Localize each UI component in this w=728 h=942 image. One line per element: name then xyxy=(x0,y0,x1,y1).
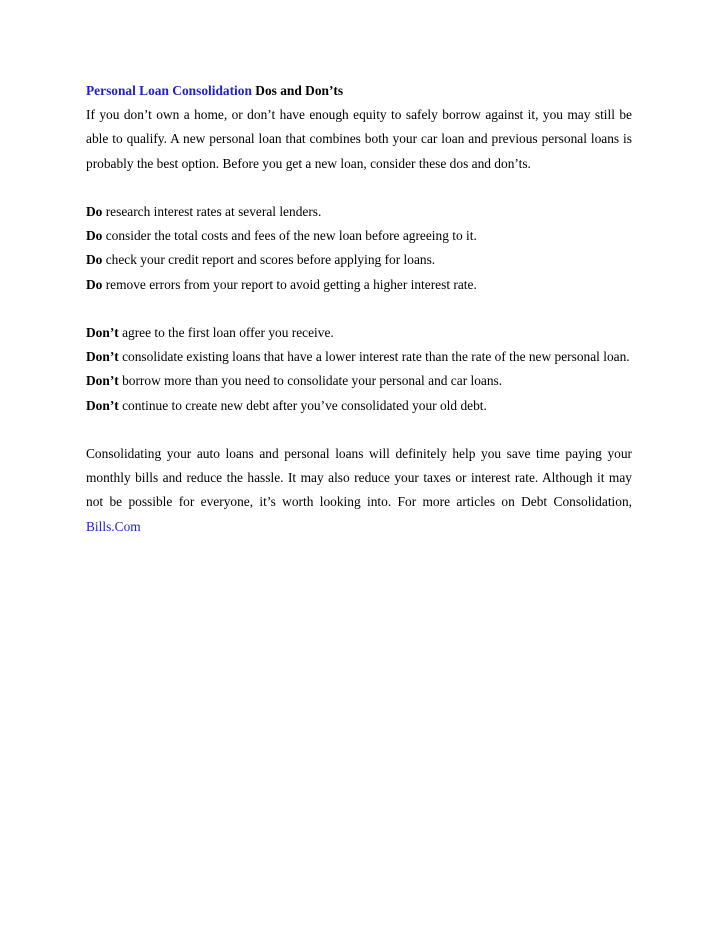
dont-item xyxy=(86,394,632,418)
dont-item xyxy=(86,345,632,369)
dont-item xyxy=(86,369,632,393)
dont-text: continue to create new debt after you’ve consolidated your old debt. xyxy=(118,397,487,413)
bills-com-link[interactable]: Bills.Com xyxy=(86,518,141,534)
dont-lead: Don’t xyxy=(86,373,119,389)
dont-text: consolidate existing loans that have a lower interest rate than the rate of the new personal loan. xyxy=(118,349,630,365)
dont-item xyxy=(86,321,632,345)
dos-list xyxy=(86,200,632,297)
do-text: check your credit report and scores before applying for loans. xyxy=(102,252,436,268)
spacer xyxy=(86,418,632,442)
do-lead: Do xyxy=(86,228,103,244)
do-text: remove errors from your report to avoid getting a higher interest rate. xyxy=(102,276,477,292)
dont-lead: Don’t xyxy=(86,325,119,340)
spacer xyxy=(86,176,632,200)
document-heading xyxy=(86,79,632,103)
closing-paragraph xyxy=(86,442,632,539)
do-lead: Do xyxy=(86,276,103,292)
do-lead: Do xyxy=(86,252,103,268)
do-item xyxy=(86,224,632,248)
dont-text: borrow more than you need to consolidate your personal and car loans. xyxy=(118,373,503,389)
dont-text: agree to the first loan offer you receive. xyxy=(118,325,334,340)
do-item xyxy=(86,273,632,297)
do-item xyxy=(86,248,632,272)
spacer xyxy=(86,297,632,321)
do-text: consider the total costs and fees of the new loan before agreeing to it. xyxy=(102,228,477,244)
do-item xyxy=(86,200,632,224)
do-text: research interest rates at several lenders. xyxy=(102,204,322,219)
document-page xyxy=(86,79,632,539)
dont-lead: Don’t xyxy=(86,349,119,365)
donts-list xyxy=(86,321,632,418)
heading-rest: Dos and Don’ts xyxy=(251,83,344,98)
closing-text: Consolidating your auto loans and personal loans will definitely help you save time paying your monthly bills and reduce the hassle. It may also reduce your taxes or interest rate. Although it may not be possible for everyone, it’s worth looking into. For more articles on Debt Consolidation, xyxy=(86,446,632,510)
intro-paragraph: If you don’t own a home, or don’t have enough equity to safely borrow against it, you may still be able to qualify. A new personal loan that combines both your car loan and previous personal loans is probably the best option. Before you get a new loan, consider these dos and don’ts. xyxy=(86,107,632,171)
dont-lead: Don’t xyxy=(86,397,119,413)
heading-link[interactable]: Personal Loan Consolidation xyxy=(86,83,252,98)
do-lead: Do xyxy=(86,204,103,219)
